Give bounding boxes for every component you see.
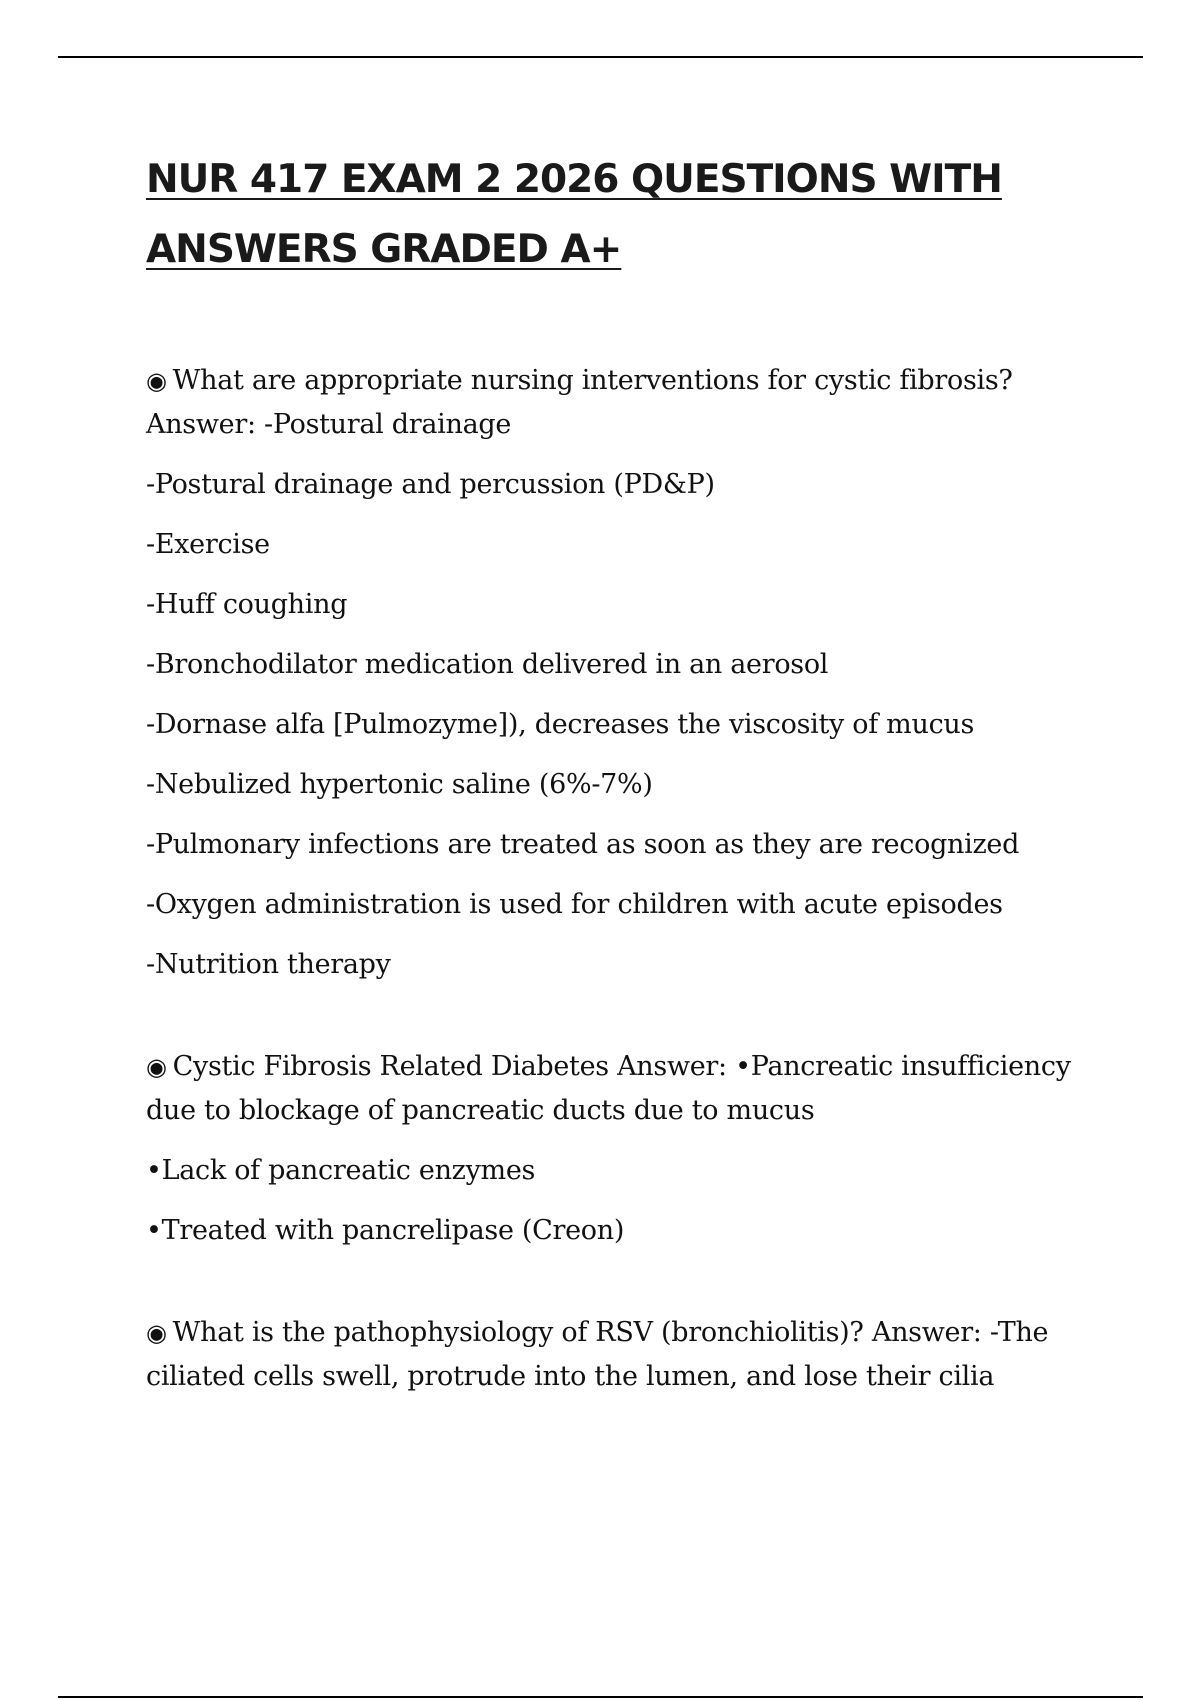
question-text xyxy=(146,1045,1086,1133)
answer-line: •Lack of pancreatic enzymes xyxy=(146,1155,536,1186)
answer-line: -Oxygen administration is used for children with acute episodes xyxy=(146,889,1003,920)
document-body xyxy=(146,145,1086,1399)
answer-line: -Huff coughing xyxy=(146,589,348,620)
top-rule xyxy=(58,56,1143,58)
radio-bullet-icon: ◉ xyxy=(146,367,167,395)
radio-bullet-icon: ◉ xyxy=(146,1053,167,1081)
title-line-1: NUR 417 EXAM 2 2026 QUESTIONS WITH xyxy=(146,157,1002,202)
document-title xyxy=(146,145,1086,285)
answer-line: -Pulmonary infections are treated as soon as they are recognized xyxy=(146,829,1020,860)
answer-line: -Exercise xyxy=(146,529,270,560)
answer-line: -Bronchodilator medication delivered in an aerosol xyxy=(146,649,829,680)
question-text xyxy=(146,1311,1086,1399)
answer-line: -Nutrition therapy xyxy=(146,949,391,980)
radio-bullet-icon: ◉ xyxy=(146,1319,167,1347)
answer-line: -Postural drainage and percussion (PD&P) xyxy=(146,469,715,500)
answer-line: •Treated with pancrelipase (Creon) xyxy=(146,1215,625,1246)
question-answer-text: What are appropriate nursing interventions for cystic fibrosis? Answer: -Postural drainage xyxy=(146,365,1013,440)
answer-line: -Nebulized hypertonic saline (6%-7%) xyxy=(146,769,653,800)
question-text xyxy=(146,359,1086,447)
qa-item-cystic-fibrosis-interventions xyxy=(146,359,1086,987)
answer-line: -Dornase alfa [Pulmozyme]), decreases the viscosity of mucus xyxy=(146,709,975,740)
bottom-rule xyxy=(58,1696,1143,1698)
question-answer-text: What is the pathophysiology of RSV (bronchiolitis)? Answer: -The ciliated cells swell, protrude into the lumen, and lose their cilia xyxy=(146,1317,1049,1392)
qa-item-rsv-pathophysiology xyxy=(146,1311,1086,1399)
title-line-2: ANSWERS GRADED A+ xyxy=(146,227,622,272)
question-answer-text: Cystic Fibrosis Related Diabetes Answer: •Pancreatic insufficiency due to blockage of pancreatic ducts due to mucus xyxy=(146,1051,1071,1126)
qa-item-cf-related-diabetes xyxy=(146,1045,1086,1253)
